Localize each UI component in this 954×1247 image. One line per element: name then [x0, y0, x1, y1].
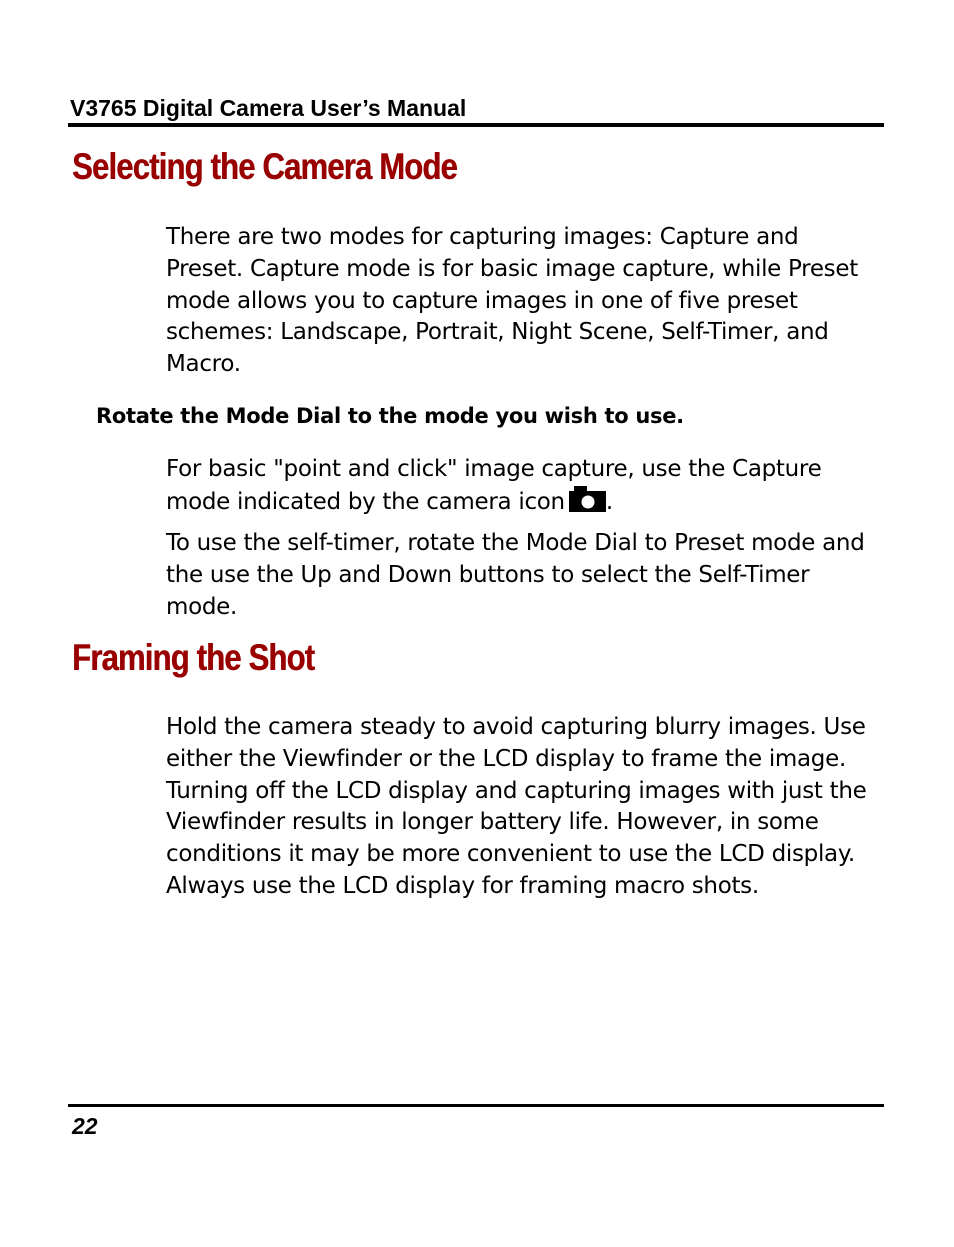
section-title-camera-mode: Selecting the Camera Mode — [72, 146, 457, 187]
mode-dial-instruction: Rotate the Mode Dial to the mode you wish to use. — [96, 404, 684, 428]
framing-shot-paragraph: Hold the camera steady to avoid capturing blurry images. Use either the Viewfinder or the LCD display to frame the image. Turning off the LCD display and capturing images with just the Viewfinder results in longer battery life. However, in some conditions it may be more convenient to use the LCD display. Always use the LCD display for framing macro shots. — [166, 714, 867, 899]
header-rule — [68, 123, 884, 127]
section-title-framing-shot: Framing the Shot — [72, 637, 315, 678]
camera-icon — [569, 486, 606, 522]
running-header-title: V3765 Digital Camera User’s Manual — [70, 95, 467, 121]
capture-mode-text-end: . — [605, 488, 613, 515]
capture-mode-paragraph — [166, 454, 882, 522]
camera-mode-intro-paragraph: There are two modes for capturing images: Capture and Preset. Capture mode is for basic image capture, while Preset mode allows you to capture images in one of five preset schemes: Landscape, Portrait, Night Scene, Self-Timer, and Macro. — [166, 224, 858, 378]
capture-mode-text: For basic "point and click" image capture, use the Capture mode indicated by the camera icon — [166, 456, 822, 515]
self-timer-paragraph: To use the self-timer, rotate the Mode Dial to Preset mode and the use the Up and Down buttons to select the Self-Timer mode. — [166, 530, 865, 620]
page-number: 22 — [72, 1113, 98, 1139]
footer-rule — [68, 1104, 884, 1107]
